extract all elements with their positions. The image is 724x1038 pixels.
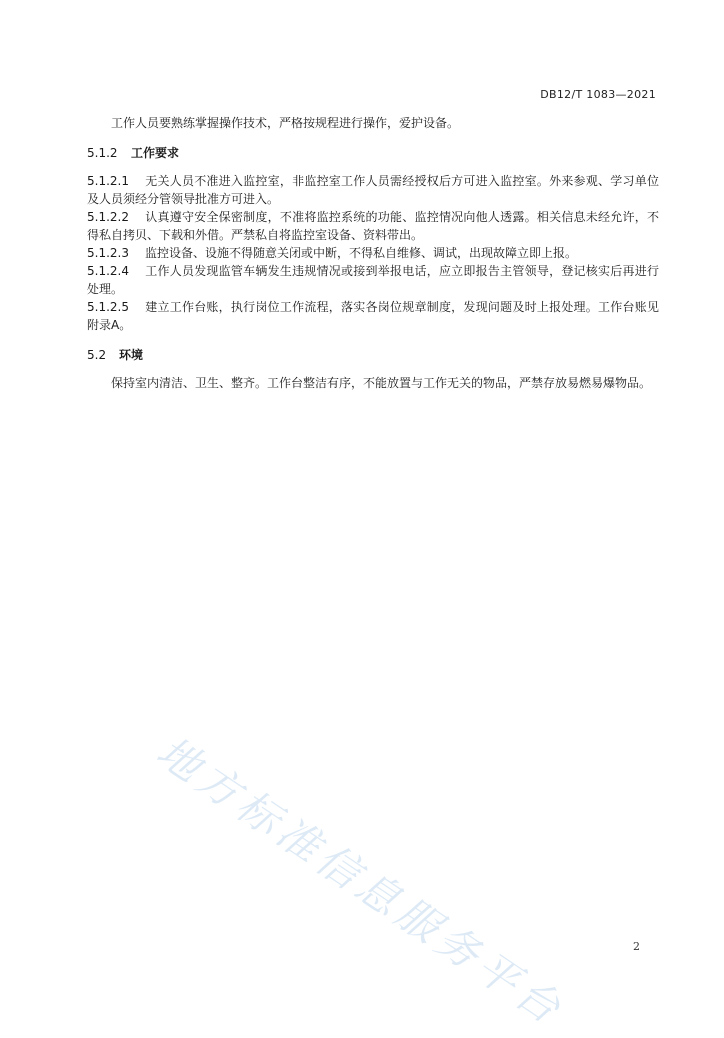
clause-number: 5.1.2.4	[87, 264, 129, 278]
section-title: 工作要求	[131, 146, 180, 160]
clause-text: 建立工作台账，执行岗位工作流程，落实各岗位规章制度，发现问题及时上报处理。工作台账见附录A。	[87, 300, 659, 332]
clause-5-1-2-2	[87, 208, 659, 244]
section-heading-5-2	[87, 346, 659, 364]
watermark-text: 地方标准信息服务平台	[148, 726, 574, 1036]
section-title: 环境	[119, 348, 144, 362]
clause-number: 5.1.2.1	[87, 174, 129, 188]
clause-text: 监控设备、设施不得随意关闭或中断，不得私自维修、调试，出现故障立即上报。	[145, 246, 578, 260]
clause-number: 5.1.2.3	[87, 246, 129, 260]
page-number: 2	[633, 940, 640, 953]
clause-text: 无关人员不准进入监控室，非监控室工作人员需经授权后方可进入监控室。外来参观、学习单位及人员须经分管领导批准方可进入。	[87, 174, 659, 206]
clause-5-1-2-4	[87, 262, 659, 298]
section-heading-5-1-2	[87, 144, 659, 162]
clause-5-1-2-1	[87, 172, 659, 208]
document-body	[87, 114, 659, 392]
section-number: 5.1.2	[87, 146, 118, 160]
document-code: DB12/T 1083—2021	[540, 88, 656, 101]
clause-number: 5.1.2.2	[87, 210, 129, 224]
intro-paragraph: 工作人员要熟练掌握操作技术，严格按规程进行操作，爱护设备。	[111, 116, 460, 130]
section-number: 5.2	[87, 348, 107, 362]
environment-paragraph: 保持室内清洁、卫生、整齐。工作台整洁有序，不能放置与工作无关的物品，严禁存放易燃易爆物品。	[111, 376, 652, 390]
clause-text: 认真遵守安全保密制度，不准将监控系统的功能、监控情况向他人透露。相关信息未经允许，不得私自拷贝、下载和外借。严禁私自将监控室设备、资料带出。	[87, 210, 659, 242]
clause-5-1-2-3	[87, 244, 659, 262]
clause-text: 工作人员发现监管车辆发生违规情况或接到举报电话，应立即报告主管领导，登记核实后再进行处理。	[87, 264, 659, 296]
clause-number: 5.1.2.5	[87, 300, 129, 314]
clause-5-1-2-5	[87, 298, 659, 334]
